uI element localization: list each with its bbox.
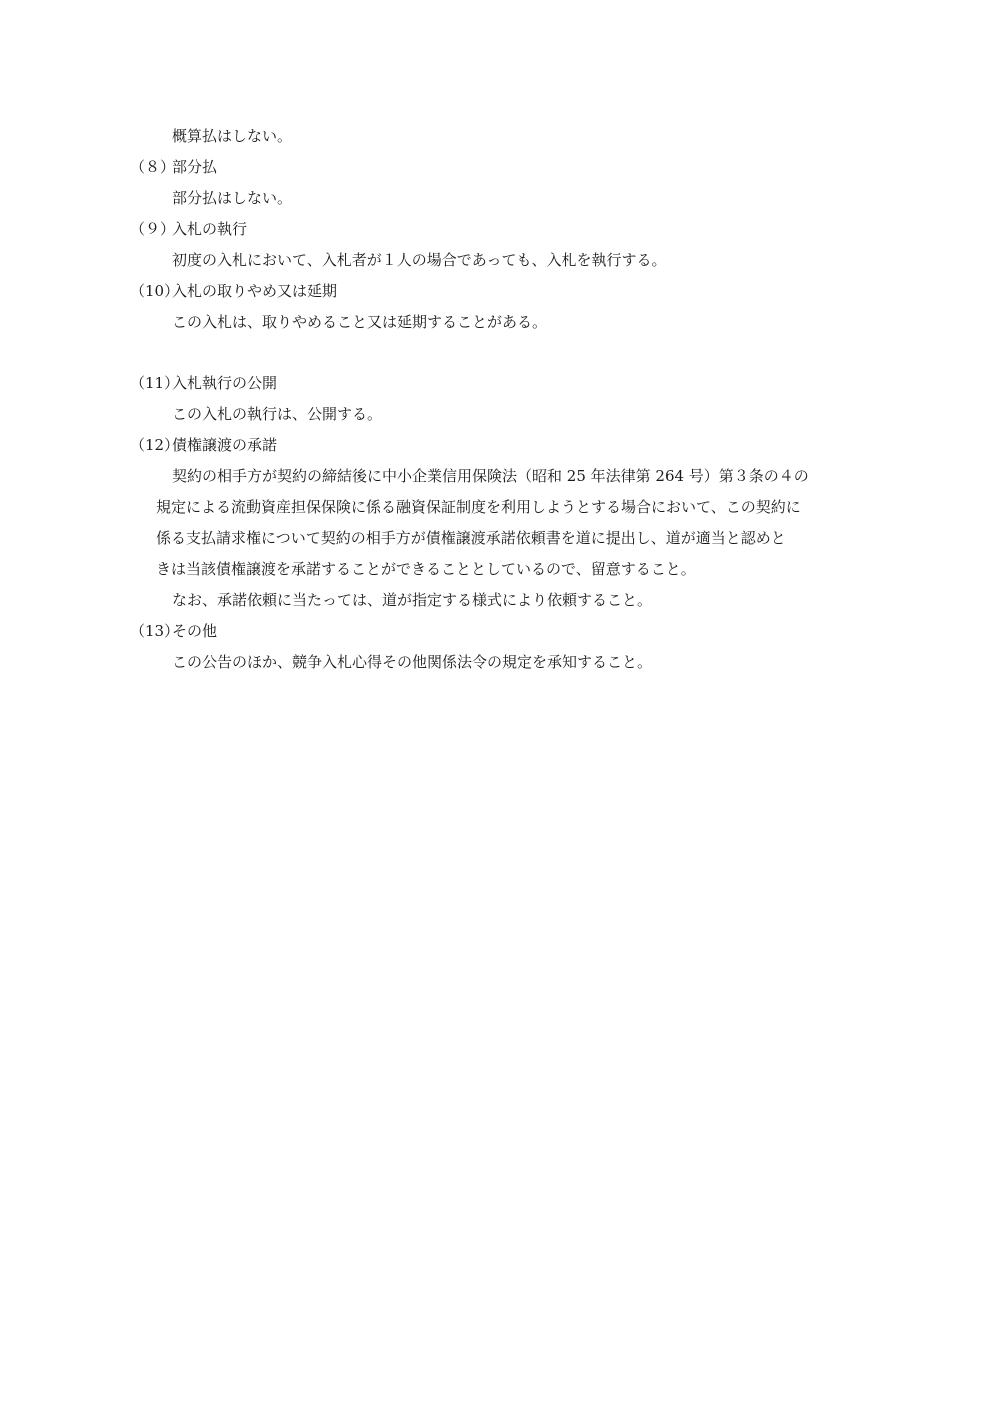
section-body: 契約の相手方が契約の締結後に中小企業信用保険法（昭和 25 年法律第 264 号）第３条の４の [172,467,809,485]
section-body: この入札は、取りやめること又は延期することがある。 [172,313,548,331]
section-body: 規定による流動資産担保保険に係る融資保証制度を利用しようとする場合において、この契約に [156,498,801,516]
section-title: 入札の取りやめ又は延期 [172,282,338,300]
section-body: きは当該債権譲渡を承諾することができることとしているので、留意すること。 [156,560,696,578]
section-body: 部分払はしない。 [172,189,293,207]
section-body: なお、承諾依頼に当たっては、道が指定する様式により依頼すること。 [172,591,653,609]
section-number: （12） [130,436,180,454]
section-number: （９） [130,220,176,238]
section-number: （８） [130,158,176,176]
section-number: （10） [130,282,180,300]
section-title: 部分払 [172,158,218,176]
section-title: 入札の執行 [172,220,248,238]
section-title: その他 [172,622,218,640]
section-number: （11） [130,374,180,392]
section-body: この入札の執行は、公開する。 [172,405,383,423]
section-title: 入札執行の公開 [172,374,278,392]
intro-line: 概算払はしない。 [172,127,293,145]
section-number: （13） [130,622,180,640]
section-body: この公告のほか、競争入札心得その他関係法令の規定を承知すること。 [172,653,653,671]
section-body: 初度の入札において、入札者が１人の場合であっても、入札を執行する。 [172,251,667,269]
section-body: 係る支払請求権について契約の相手方が債権譲渡承諾依頼書を道に提出し、道が適当と認めと [156,529,786,547]
section-title: 債権譲渡の承諾 [172,436,278,454]
